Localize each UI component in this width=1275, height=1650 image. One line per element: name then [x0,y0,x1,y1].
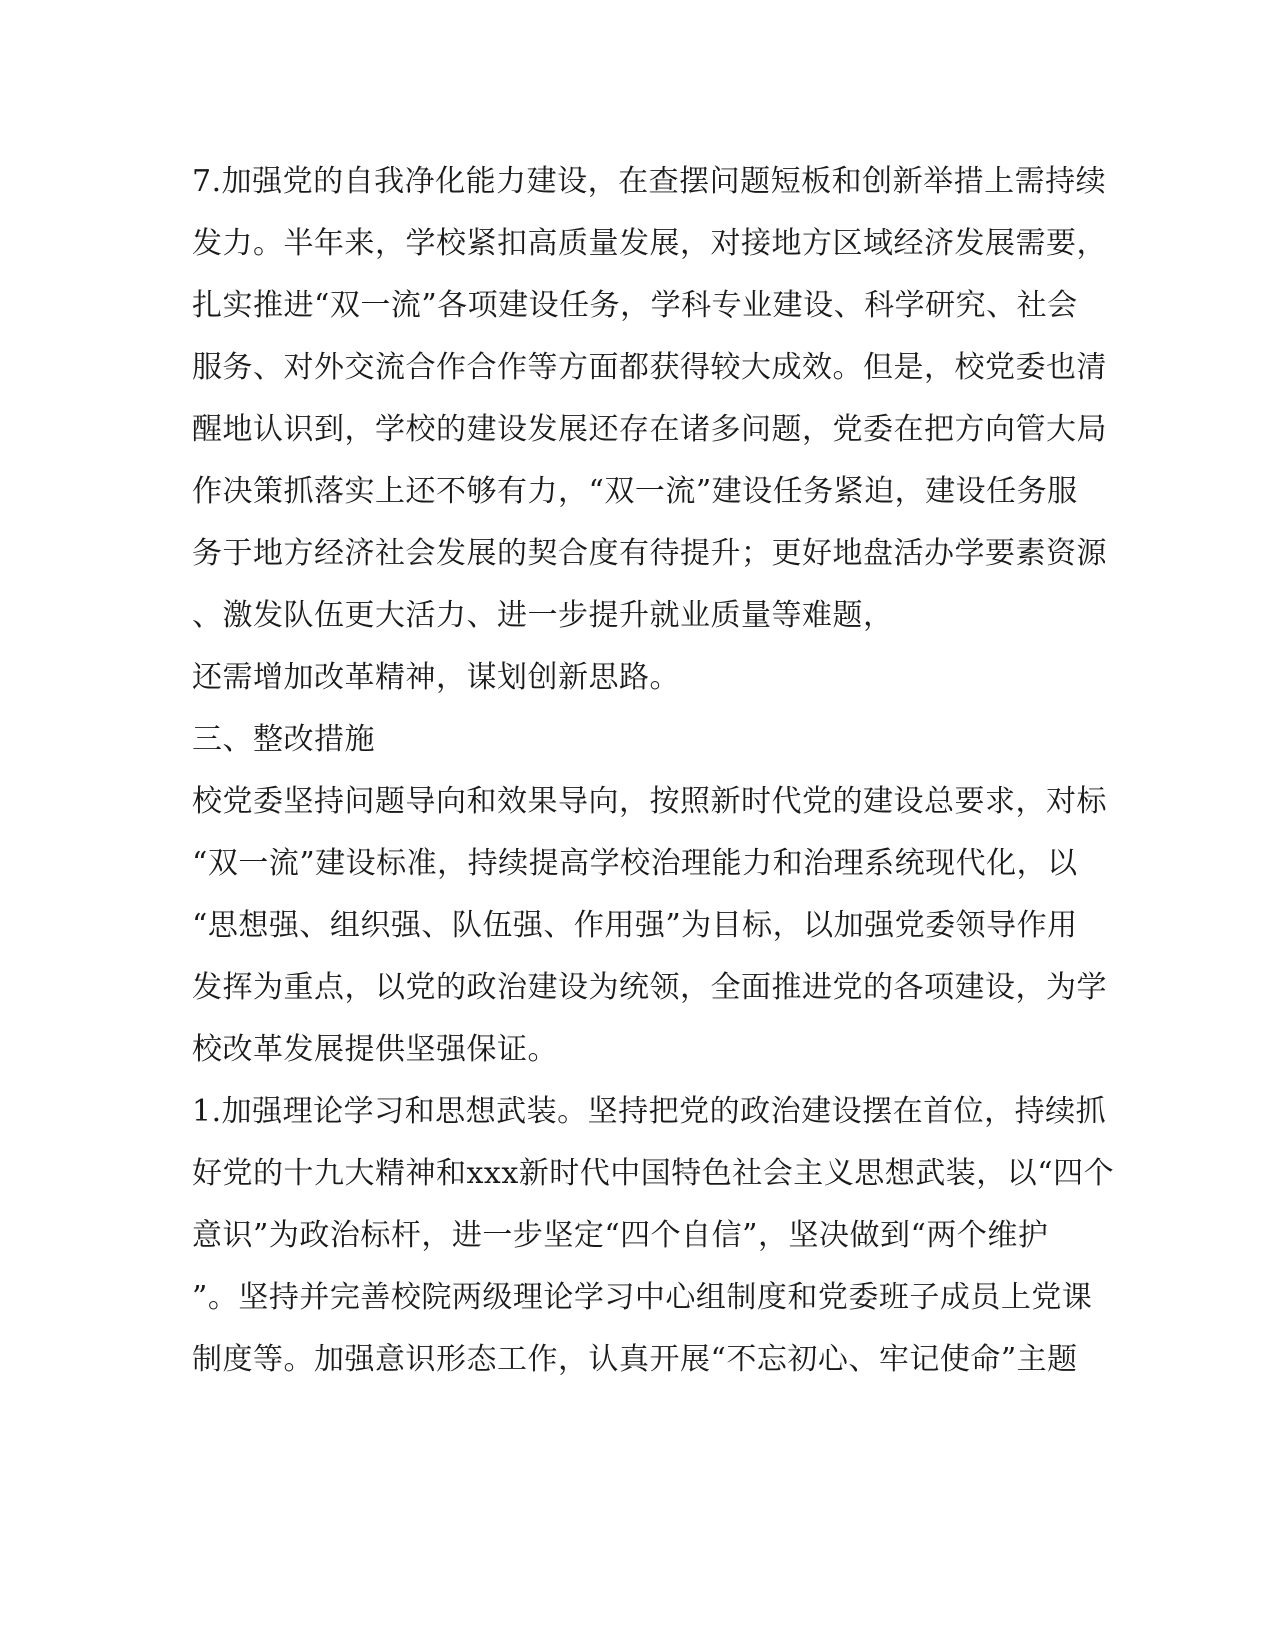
text-line: 7.加强党的自我净化能力建设，在查摆问题短板和创新举措上需持续 [192,164,1107,199]
text-line: 1.加强理论学习和思想武装。坚持把党的政治建设摆在首位，持续抓 [192,1094,1107,1129]
text-line: 校改革发展提供坚强保证。 [192,1032,558,1067]
text-line: 好党的十九大精神和xxx新时代中国特色社会主义思想武装，以“四个 [192,1156,1115,1191]
text-line: 发力。半年来，学校紧扣高质量发展，对接地方区域经济发展需要， [192,226,1107,261]
text-line: “思想强、组织强、队伍强、作用强”为目标，以加强党委领导作用 [192,908,1078,943]
text-line: 意识”为政治标杆，进一步坚定“四个自信”，坚决做到“两个维护 [192,1218,1049,1253]
section-heading: 三、整改措施 [192,722,375,757]
text-line: 服务、对外交流合作合作等方面都获得较大成效。但是，校党委也清 [192,350,1107,385]
text-line: 作决策抓落实上还不够有力，“双一流”建设任务紧迫，建设任务服 [192,474,1078,509]
text-line: ”。坚持并完善校院两级理论学习中心组制度和党委班子成员上党课 [192,1280,1093,1315]
text-line: 制度等。加强意识形态工作，认真开展“不忘初心、牢记使命”主题 [192,1342,1078,1377]
text-line: 醒地认识到，学校的建设发展还存在诸多问题，党委在把方向管大局 [192,412,1107,447]
text-line: 发挥为重点，以党的政治建设为统领，全面推进党的各项建设，为学 [192,970,1107,1005]
text-line: 、激发队伍更大活力、进一步提升就业质量等难题， [192,598,894,633]
text-line: 扎实推进“双一流”各项建设任务，学科专业建设、科学研究、社会 [192,288,1078,323]
text-line: 还需增加改革精神，谋划创新思路。 [192,660,680,695]
text-line: 务于地方经济社会发展的契合度有待提升；更好地盘活办学要素资源 [192,536,1107,571]
text-line: 校党委坚持问题导向和效果导向，按照新时代党的建设总要求，对标 [192,784,1107,819]
text-line: “双一流”建设标准，持续提高学校治理能力和治理系统现代化，以 [192,846,1078,881]
